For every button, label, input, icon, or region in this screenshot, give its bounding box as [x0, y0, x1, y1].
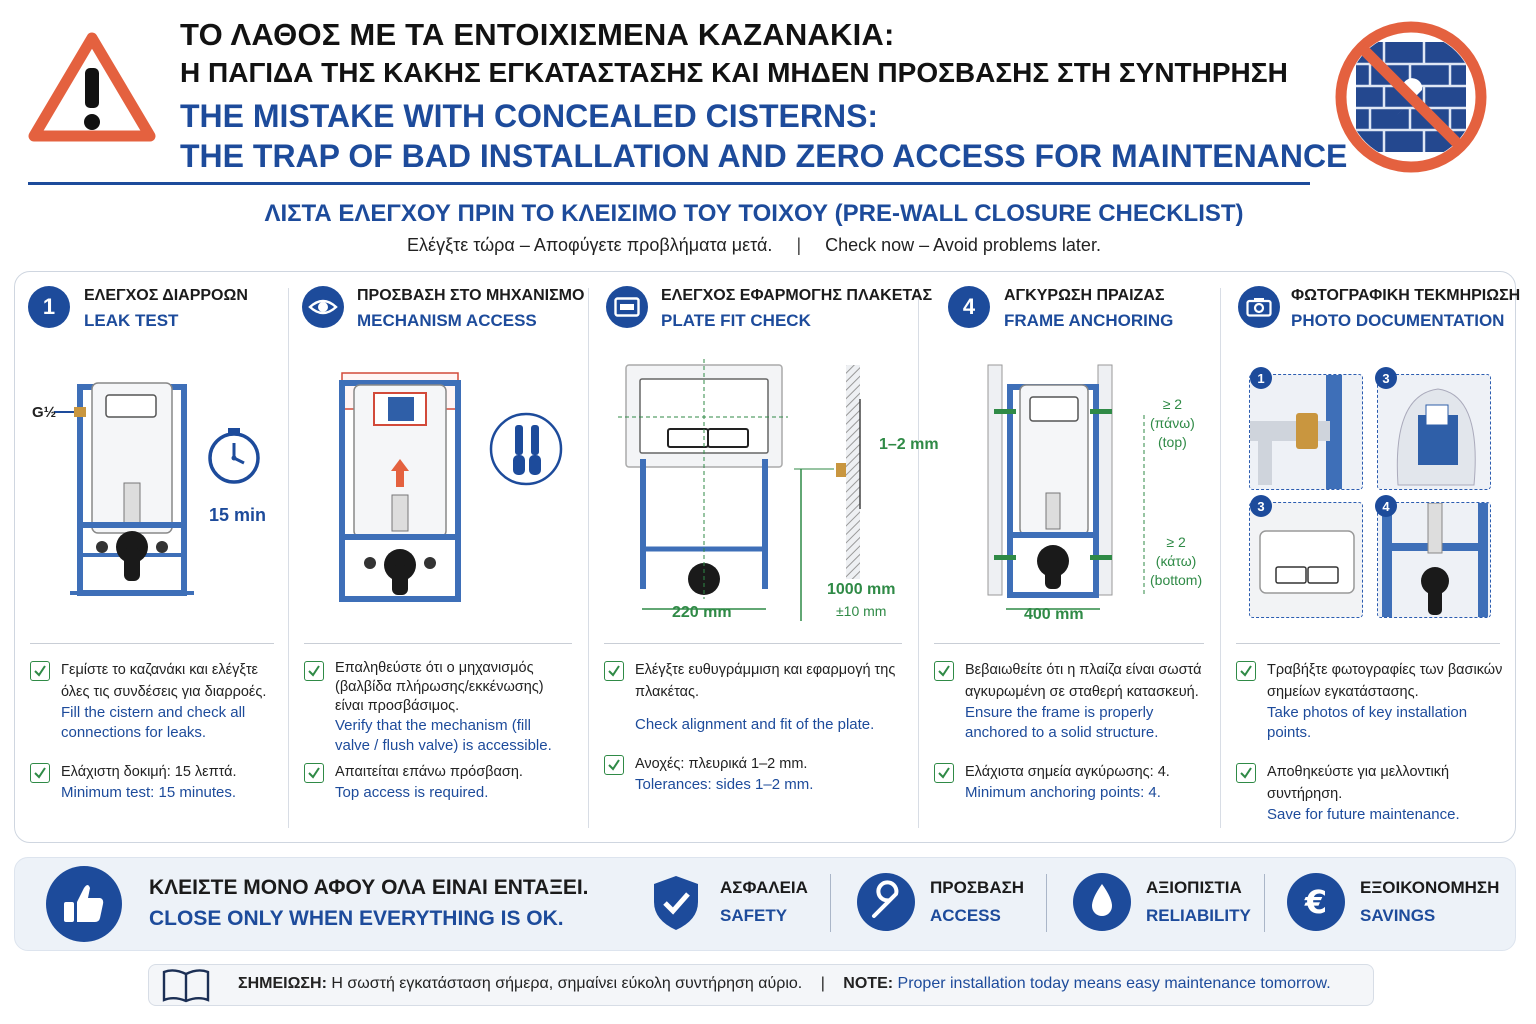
- checklist-item: [304, 761, 566, 803]
- item-text-greek: Ελάχιστη δοκιμή: 15 λεπτά.: [61, 764, 237, 780]
- item-text-english: Take photos of key installation points.: [1267, 704, 1468, 741]
- item-text-english: Minimum anchoring points: 4.: [965, 784, 1161, 801]
- width-dimension-label: 220 mm: [672, 604, 732, 621]
- checklist-item: [1236, 761, 1506, 825]
- heading-greek: ΦΩΤΟΓΡΑΦΙΚΗ ΤΕΚΜΗΡΙΩΣΗ: [1291, 287, 1521, 304]
- note-text-greek: Η σωστή εγκατάσταση σήμερα, σημαίνει εύκολη συντήρηση αύριο.: [331, 975, 803, 992]
- heading-english: PLATE FIT CHECK: [661, 311, 811, 330]
- benefit-english: ACCESS: [930, 906, 1001, 925]
- item-text-greek: Ανοχές: πλευρικά 1–2 mm.: [635, 756, 808, 772]
- checklist-item: [604, 659, 896, 735]
- item-text-english: Ensure the frame is properly anchored to a solid structure.: [965, 704, 1159, 741]
- item-text-greek: Ελάχιστα σημεία αγκύρωσης: 4.: [965, 764, 1170, 780]
- note-separator: |: [820, 975, 825, 992]
- anchor-top-greek: (πάνω): [1150, 415, 1195, 431]
- benefit-greek: ΑΞΙΟΠΙΣΤΙΑ: [1146, 878, 1242, 897]
- photo-badge: 3: [1375, 367, 1397, 389]
- title-greek-line-2: Η ΠΑΓΙΔΑ ΤΗΣ ΚΑΚΗΣ ΕΓΚΑΤΑΣΤΑΣΗΣ ΚΑΙ ΜΗΔΕΝ ΠΡΟΣΒΑΣΗΣ ΣΤΗ ΣΥΝΤΗΡΗΣΗ: [180, 57, 1288, 88]
- column-rule: [1236, 643, 1500, 644]
- benefit-english: SAVINGS: [1360, 906, 1436, 925]
- thread-size-label: G½: [32, 404, 57, 421]
- checklist-title: ΛΙΣΤΑ ΕΛΕΓΧΟΥ ΠΡΙΝ ΤΟ ΚΛΕΙΣΙΜΟ ΤΟΥ ΤΟΙΧΟΥ (PRE-WALL CLOSURE CHECKLIST): [264, 200, 1244, 227]
- note-label-greek: ΣΗΜΕΙΩΣΗ:: [238, 975, 327, 992]
- checkbox-checked-icon: [604, 661, 624, 681]
- shield-check-icon: [646, 872, 706, 932]
- heading-english: MECHANISM ACCESS: [357, 311, 537, 330]
- heading-greek: ΑΓΚΥΡΩΣΗ ΠΡΑΙΖΑΣ: [1004, 287, 1165, 304]
- heading-english: FRAME ANCHORING: [1004, 311, 1174, 330]
- anchor-top-count: [1150, 395, 1195, 452]
- euro-icon: [1286, 872, 1346, 932]
- benefit-greek: ΑΣΦΑΛΕΙΑ: [720, 878, 808, 897]
- checkbox-checked-icon: [30, 763, 50, 783]
- checkbox-checked-icon: [604, 755, 624, 775]
- anchor-bottom-count: [1150, 533, 1202, 590]
- water-drop-icon: [1072, 872, 1132, 932]
- benefit-separator: [830, 874, 831, 932]
- item-text-english: Save for future maintenance.: [1267, 806, 1460, 823]
- header-divider: [28, 182, 1310, 185]
- header: [0, 0, 1536, 190]
- open-book-icon: [160, 966, 212, 1004]
- photo-badge: 1: [1250, 367, 1272, 389]
- item-text-greek: Γεμίστε το καζανάκι και ελέγξτε όλες τις συνδέσεις για διαρροές.: [61, 662, 267, 700]
- note-label-english: NOTE:: [843, 975, 894, 992]
- item-text-greek: Βεβαιωθείτε ότι η πλαίζα είναι σωστά αγκυρωμένη σε σταθερή κατασκευή.: [965, 662, 1202, 700]
- heading-english: LEAK TEST: [84, 311, 179, 330]
- item-text-greek: Ελέγξτε ευθυγράμμιση και εφαρμογή της πλακέτας.: [635, 662, 896, 700]
- step-badge: 1: [28, 286, 70, 328]
- benefit-english: SAFETY: [720, 906, 788, 925]
- photo-badge: 3: [1250, 495, 1272, 517]
- column-leak-test: [14, 271, 288, 843]
- eye-icon: [302, 286, 344, 328]
- timer-label: 15 min: [209, 505, 267, 525]
- heading-greek: ΕΛΕΓΧΟΣ ΕΦΑΡΜΟΓΗΣ ΠΛΑΚΕΤΑΣ: [661, 287, 933, 304]
- column-photo-documentation: [1220, 271, 1521, 843]
- anchor-top-english: (top): [1158, 434, 1187, 450]
- checklist-item: [304, 659, 566, 756]
- cistern-frame-illustration: [14, 351, 288, 611]
- column-rule: [604, 643, 902, 644]
- item-text-greek: Απαιτείται επάνω πρόσβαση.: [335, 764, 523, 780]
- column-heading: [84, 287, 248, 331]
- checklist-subtitle: [0, 235, 1508, 256]
- column-rule: [304, 643, 572, 644]
- checklist-item: [1236, 659, 1506, 743]
- note-text-english: Proper installation today means easy maintenance tomorrow.: [897, 975, 1331, 992]
- benefit-english: RELIABILITY: [1146, 906, 1251, 925]
- checklist-item: [30, 659, 274, 743]
- column-heading: [1004, 287, 1173, 331]
- item-text-greek: Τραβήξτε φωτογραφίες των βασικών σημείων εγκατάστασης.: [1267, 662, 1503, 700]
- checkbox-checked-icon: [934, 763, 954, 783]
- item-text-greek: Αποθηκεύστε για μελλοντική συντήρηση.: [1267, 764, 1450, 802]
- anchor-bottom-count-value: ≥ 2: [1166, 534, 1186, 550]
- anchor-bottom-english: (bottom): [1150, 572, 1203, 588]
- column-heading: [357, 287, 584, 331]
- item-text-english: Check alignment and fit of the plate.: [635, 716, 875, 733]
- heading-greek: ΠΡΟΣΒΑΣΗ ΣΤΟ ΜΗΧΑΝΙΣΜΟ: [357, 287, 585, 304]
- column-plate-fit-check: [588, 271, 939, 843]
- item-text-english: Tolerances: sides 1–2 mm.: [635, 776, 814, 793]
- subtitle-separator: |: [796, 235, 802, 255]
- checkbox-checked-icon: [1236, 661, 1256, 681]
- checklist-item: [604, 753, 896, 795]
- item-text-english: Fill the cistern and check all connections for leaks.: [61, 704, 246, 741]
- benefit-separator: [1046, 874, 1047, 932]
- column-heading: [1291, 287, 1520, 331]
- column-frame-anchoring: [918, 271, 1220, 843]
- item-text-greek: Επαληθεύστε ότι ο μηχανισμός (βαλβίδα πλήρωσης/εκκένωσης) είναι προσβάσιμος.: [335, 660, 544, 714]
- checkbox-checked-icon: [304, 763, 324, 783]
- column-rule: [30, 643, 274, 644]
- checkbox-checked-icon: [304, 661, 324, 681]
- stopwatch-icon: [210, 428, 258, 482]
- photo-frame-drain: [1377, 502, 1491, 618]
- checkbox-checked-icon: [1236, 763, 1256, 783]
- benefit-greek: ΕΞΟΙΚΟΝΟΜΗΣΗ: [1360, 878, 1500, 897]
- benefit-separator: [1264, 874, 1265, 932]
- checkbox-checked-icon: [30, 661, 50, 681]
- wrench-icon: [856, 872, 916, 932]
- title-english-line-2: THE TRAP OF BAD INSTALLATION AND ZERO ACCESS FOR MAINTENANCE: [180, 138, 1348, 174]
- no-wall-closure-icon: [1334, 20, 1488, 174]
- note-text: [238, 975, 1331, 993]
- column-mechanism-access: [288, 271, 588, 843]
- gap-dimension-label: 1–2 mm: [879, 436, 939, 453]
- thumbs-up-icon: [46, 866, 122, 942]
- benefit-greek: ΠΡΟΣΒΑΣΗ: [930, 878, 1025, 897]
- checklist-item: [934, 659, 1204, 743]
- height-dimension-label: 1000 mm: [827, 581, 896, 598]
- camera-icon: [1238, 286, 1280, 328]
- tools-icon: [491, 414, 561, 484]
- checklist-item: [934, 761, 1204, 803]
- photo-badge: 4: [1375, 495, 1397, 517]
- title-greek-line-1: ΤΟ ΛΑΘΟΣ ΜΕ ΤΑ ΕΝΤΟΙΧΙΣΜΕΝΑ ΚΑΖΑΝΑΚΙΑ:: [180, 17, 895, 52]
- checkbox-checked-icon: [934, 661, 954, 681]
- item-text-english: Top access is required.: [335, 784, 489, 801]
- heading-greek: ΕΛΕΓΧΟΣ ΔΙΑΡΡΟΩΝ: [84, 287, 248, 304]
- photo-valve-connection: [1249, 374, 1363, 490]
- height-tolerance-label: ±10 mm: [836, 603, 887, 619]
- step-badge: 4: [948, 286, 990, 328]
- mechanism-access-illustration: [288, 363, 588, 613]
- column-heading: [661, 287, 932, 331]
- photo-flush-plate: [1249, 502, 1363, 618]
- subtitle-english: Check now – Avoid problems later.: [825, 235, 1101, 255]
- width-dimension-label: 400 mm: [1024, 606, 1084, 623]
- warning-triangle-icon: [26, 30, 158, 145]
- anchor-top-count-value: ≥ 2: [1162, 396, 1183, 412]
- checklist-item: [30, 761, 274, 803]
- close-message-greek: ΚΛΕΙΣΤΕ ΜΟΝΟ ΑΦΟΥ ΟΛΑ ΕΙΝΑΙ ΕΝΤΑΞΕΙ.: [149, 876, 589, 899]
- anchor-bottom-greek: (κάτω): [1155, 553, 1197, 569]
- close-message-english: CLOSE ONLY WHEN EVERYTHING IS OK.: [149, 907, 564, 930]
- svg-text:€: €: [1304, 883, 1328, 921]
- flush-plate-icon: [606, 286, 648, 328]
- item-text-english: Minimum test: 15 minutes.: [61, 784, 237, 801]
- subtitle-greek: Ελέγξτε τώρα – Αποφύγετε προβλήματα μετά.: [407, 235, 773, 255]
- title-english-line-1: THE MISTAKE WITH CONCEALED CISTERNS:: [180, 98, 879, 134]
- item-text-english: Verify that the mechanism (fill valve / flush valve) is accessible.: [335, 717, 552, 754]
- column-rule: [934, 643, 1204, 644]
- heading-english: PHOTO DOCUMENTATION: [1291, 311, 1505, 330]
- photo-cistern-interior: [1377, 374, 1491, 490]
